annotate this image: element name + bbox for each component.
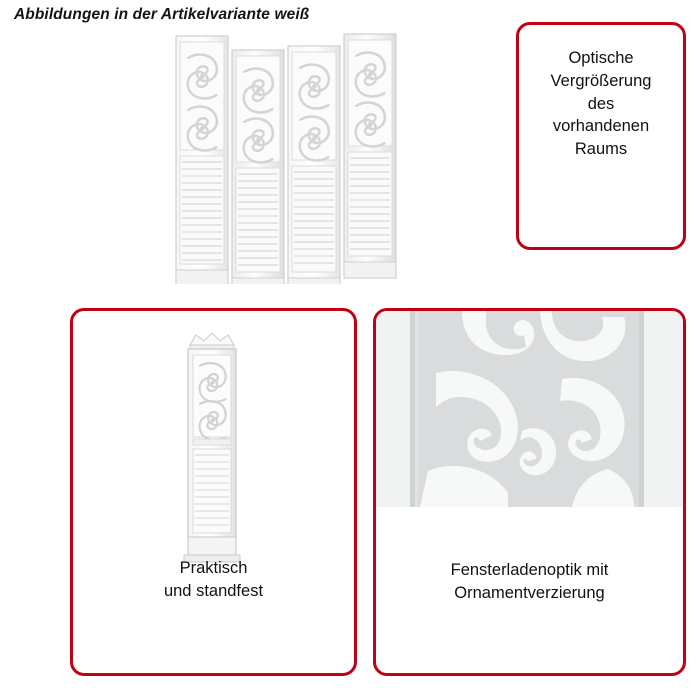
hero-product-image [170, 24, 412, 284]
caption-line: Praktisch [179, 559, 248, 578]
divider-leaf-2 [232, 50, 284, 284]
caption-line: Optische [568, 49, 634, 67]
caption-line: Ornamentverzierung [454, 584, 605, 603]
single-leaf-image [182, 329, 246, 563]
caption-line: Raums [574, 140, 628, 159]
divider-leaf-4 [344, 34, 396, 278]
caption-line: Vergrößerung [550, 71, 652, 90]
caption-line: Fensterladenoptik mit [450, 561, 609, 580]
divider-leaf-1 [176, 36, 228, 284]
ornament-closeup-image [376, 311, 683, 507]
single-leaf-illustration [182, 329, 246, 563]
room-divider-illustration [170, 24, 412, 284]
feature-card-optical-enlargement [516, 22, 686, 250]
caption-line: vorhandenen [552, 117, 650, 136]
feature-card-shutter-optics [373, 308, 686, 676]
feature-card-caption [376, 559, 683, 605]
ornament-closeup-illustration [376, 311, 683, 507]
feature-card-caption [73, 557, 354, 603]
feature-card-practical-stable [70, 308, 357, 676]
page-title: Abbildungen in der Artikelvariante weiß [14, 6, 310, 23]
divider-leaf-3 [288, 46, 340, 284]
feature-card-caption [519, 47, 683, 161]
caption-line: des [587, 94, 615, 113]
caption-line: und standfest [163, 582, 264, 601]
